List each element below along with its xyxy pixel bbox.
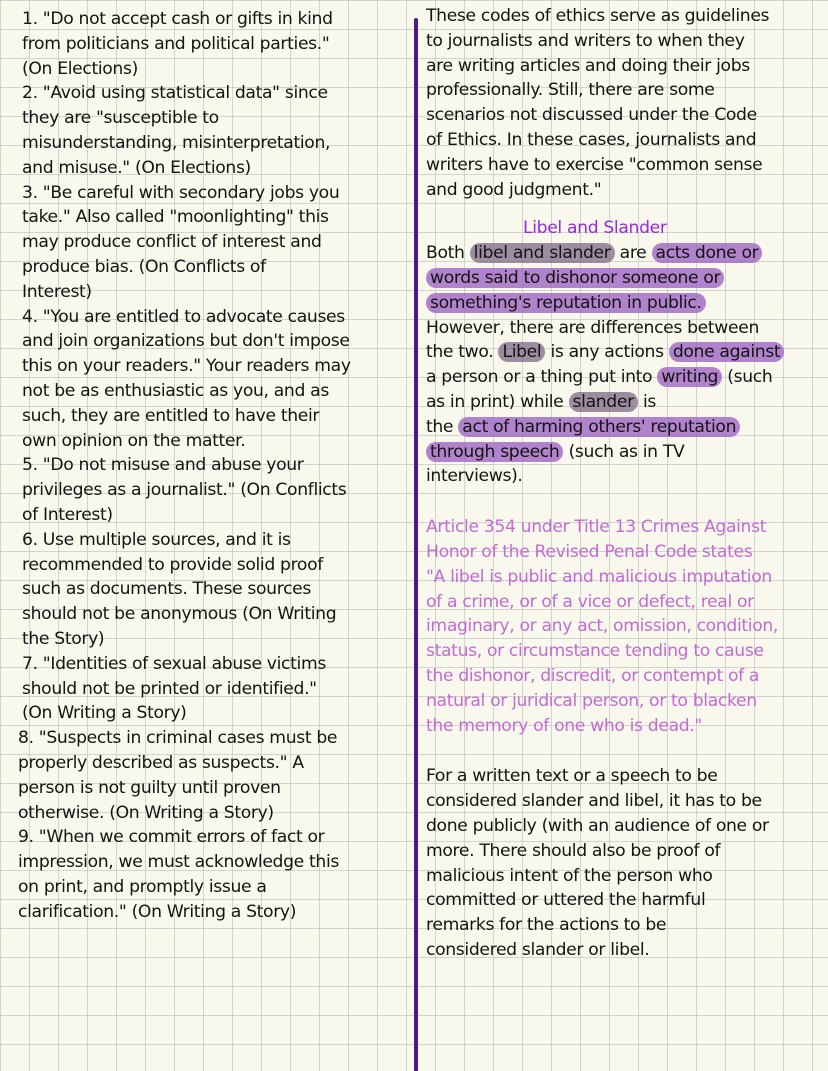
text-line: (On Elections) [22, 58, 138, 79]
text-line: they are "susceptible to [22, 108, 219, 129]
text-line: privileges as a journalist." (On Conflicts [22, 480, 347, 501]
text-line: professionally. Still, there are some [426, 80, 715, 101]
highlight-grey: libel and slander [470, 243, 615, 263]
text-line: 3. "Be careful with secondary jobs you [22, 182, 340, 203]
text: a person or a thing put into [426, 367, 653, 388]
text-line: committed or uttered the harmful [426, 890, 706, 911]
text-line [426, 440, 828, 465]
conclusion-paragraph [426, 764, 828, 962]
text-line: and misuse." (On Elections) [22, 157, 251, 178]
text-line: 4. "You are entitled to advocate causes [22, 306, 345, 327]
text-line: However, there are differences between [426, 317, 759, 338]
text: as in print) while [426, 391, 564, 412]
text-line: clarification." (On Writing a Story) [18, 901, 297, 922]
text-line: of Ethics. In these cases, journalists and [426, 129, 757, 150]
column-divider [414, 18, 418, 1071]
text-line: natural or juridical person, or to blacken [426, 690, 757, 711]
intro-paragraph [426, 4, 828, 202]
highlight-purple: done against [669, 342, 785, 362]
text: Both [426, 243, 465, 264]
text: the [426, 416, 454, 437]
text-line: done publicly (with an audience of one or [426, 815, 769, 836]
text-line: "A libel is public and malicious imputation [426, 566, 772, 587]
highlight-grey: slander [569, 392, 638, 412]
text-line: such as documents. These sources [22, 579, 311, 600]
text-line: such, they are entitled to have their [22, 405, 320, 426]
text-line: imaginary, or any act, omission, condition, [426, 616, 779, 637]
text-line: For a written text or a speech to be [426, 766, 718, 787]
highlight-purple: acts done or [652, 243, 763, 263]
text-line: These codes of ethics serve as guidelines [426, 6, 770, 26]
text-line: own opinion on the matter. [22, 430, 246, 451]
text-line: the dishonor, discredit, or contempt of a [426, 665, 760, 686]
highlight-purple: words said to dishonor someone or [426, 268, 724, 288]
text-line: produce bias. (On Conflicts of [22, 256, 266, 277]
text-line: considered slander and libel, it has to be [426, 791, 762, 812]
text-line: scenarios not discussed under the Code [426, 105, 757, 126]
text: is [642, 391, 656, 412]
highlight-purple: writing [657, 367, 722, 387]
text: the two. [426, 342, 494, 363]
text-line: status, or circumstance tending to cause [426, 641, 764, 662]
text-line: on print, and promptly issue a [18, 876, 267, 897]
highlight-grey: Libel [498, 342, 545, 362]
text-line: writers have to exercise "common sense [426, 154, 763, 175]
text-line [426, 291, 828, 316]
spacer [426, 738, 828, 764]
text: are [619, 243, 647, 264]
text-line: interviews). [426, 466, 523, 487]
text-line: of Interest) [22, 504, 113, 525]
text-line [426, 266, 828, 291]
text-line: person is not guilty until proven [18, 777, 281, 798]
text-line: considered slander or libel. [426, 939, 650, 960]
text-line: 2. "Avoid using statistical data" since [22, 83, 328, 104]
highlight-purple: something's reputation in public. [426, 293, 706, 313]
text: (such as in TV [568, 441, 685, 462]
text-line: Honor of the Revised Penal Code states [426, 541, 753, 562]
code-of-ethics-list [18, 7, 407, 924]
text-line [426, 340, 828, 365]
highlight-purple: act of harming others' reputation [458, 417, 740, 437]
text-line: 9. "When we commit errors of fact or [18, 827, 325, 848]
text-line [426, 415, 828, 440]
text-line: properly described as suspects." A [18, 752, 304, 773]
text-line: otherwise. (On Writing a Story) [18, 802, 274, 823]
text-line: impression, we must acknowledge this [18, 852, 339, 873]
text-line: are writing articles and doing their jobs [426, 55, 750, 76]
text-line: not be as enthusiastic as you, and as [22, 380, 329, 401]
article-354-quote [426, 515, 828, 738]
highlight-purple: through speech [426, 442, 563, 462]
spacer [426, 489, 828, 515]
text-line [426, 390, 828, 415]
text-line: from politicians and political parties." [22, 33, 330, 54]
text-line: remarks for the actions to be [426, 915, 667, 936]
text-line [426, 365, 828, 390]
section-heading: Libel and Slander [523, 218, 667, 239]
text-line: 8. "Suspects in criminal cases must be [18, 728, 338, 749]
text-line: should not be printed or identified." [22, 678, 317, 699]
text-line: to journalists and writers to when they [426, 30, 745, 51]
text-line: 7. "Identities of sexual abuse victims [22, 653, 326, 674]
text: (such [727, 367, 773, 388]
text-line: and good judgment." [426, 179, 602, 200]
text-line: Interest) [22, 281, 92, 302]
text-line: Article 354 under Title 13 Crimes Against [426, 517, 767, 538]
text-line: 1. "Do not accept cash or gifts in kind [22, 9, 333, 29]
text-line: take." Also called "moonlighting" this [22, 207, 329, 228]
text: is any actions [550, 342, 664, 363]
libel-slander-notes [426, 4, 828, 963]
text-line [426, 241, 828, 266]
text-line: more. There should also be proof of [426, 840, 721, 861]
text-line: 6. Use multiple sources, and it is [22, 529, 291, 550]
text-line: malicious intent of the person who [426, 865, 713, 886]
text-line: may produce conflict of interest and [22, 232, 322, 253]
text-line: and join organizations but don't impose [22, 331, 350, 352]
text-line: should not be anonymous (On Writing [22, 604, 337, 625]
text-line: the Story) [22, 628, 105, 649]
text-line: recommended to provide solid proof [22, 554, 323, 575]
text-line: of a crime, or of a vice or defect, real or [426, 591, 754, 612]
definition-paragraph [426, 241, 828, 489]
text-line: the memory of one who is dead." [426, 715, 702, 736]
text-line: (On Writing a Story) [22, 703, 187, 724]
text-line: misunderstanding, misinterpretation, [22, 132, 331, 153]
text-line: 5. "Do not misuse and abuse your [22, 455, 304, 476]
text-line: this on your readers." Your readers may [22, 356, 351, 377]
